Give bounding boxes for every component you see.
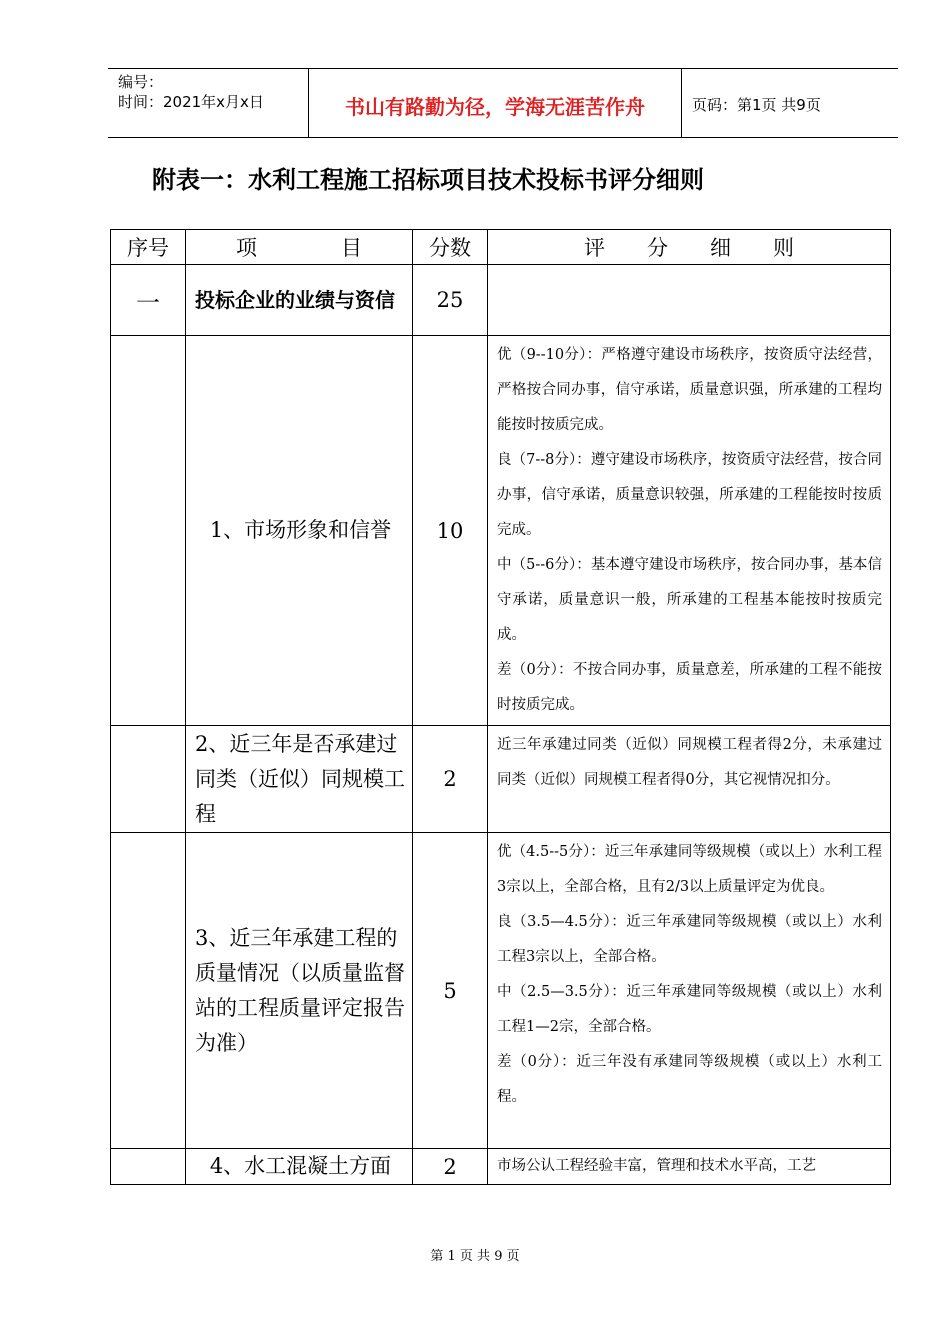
row-criteria (488, 265, 891, 336)
table-row (111, 833, 891, 1149)
row-item: 投标企业的业绩与资信 (186, 265, 413, 336)
row-criteria (488, 1149, 891, 1185)
row-score: 10 (413, 336, 488, 726)
row-score: 2 (413, 726, 488, 833)
criteria-line: 优（9--10分）：严格遵守建设市场秩序，按资质守法经营，严格按合同办事，信守承诺，质量意识强，所承建的工程均能按时按质完成。 (497, 347, 882, 433)
row-criteria (488, 833, 891, 1149)
serial-label: 编号： (118, 73, 164, 91)
page-header (108, 68, 898, 138)
time-label: 时间：2021年x月x日 (118, 93, 264, 111)
table-header-row (111, 230, 891, 265)
header-info-cell (108, 69, 309, 137)
header-page-cell (682, 69, 898, 137)
row-score: 25 (413, 265, 488, 336)
row-seq (111, 833, 186, 1149)
criteria-line: 近三年承建过同类（近似）同规模工程者得2分，未承建过同类（近似）同规模工程者得0分，其它视情况扣分。 (497, 737, 882, 788)
header-item: 项 目 (186, 230, 413, 265)
criteria-line: 良（3.5—4.5分）：近三年承建同等级规模（或以上）水利工程3宗以上，全部合格。 (497, 914, 882, 965)
criteria-line: 中（2.5—3.5分）：近三年承建同等级规模（或以上）水利工程1—2宗，全部合格。 (497, 984, 882, 1035)
row-criteria (488, 336, 891, 726)
page-footer: 第 1 页 共 9 页 (430, 1249, 520, 1264)
scoring-table (110, 229, 891, 1185)
row-seq (111, 336, 186, 726)
criteria-line: 优（4.5--5分）：近三年承建同等级规模（或以上）水利工程3宗以上，全部合格，且有2/3以上质量评定为优良。 (497, 844, 882, 895)
row-item: 3、近三年承建工程的质量情况（以质量监督站的工程质量评定报告为准） (186, 833, 413, 1149)
table-row (111, 1149, 891, 1185)
row-criteria (488, 726, 891, 833)
criteria-line: 市场公认工程经验丰富，管理和技术水平高，工艺 (497, 1158, 816, 1174)
row-score: 5 (413, 833, 488, 1149)
row-seq (111, 726, 186, 833)
motto-text: 书山有路勤为径，学海无涯苦作舟 (345, 95, 645, 119)
header-criteria: 评 分 细 则 (488, 230, 891, 265)
criteria-line: 中（5--6分）：基本遵守建设市场秩序，按合同办事，基本信守承诺，质量意识一般，所承建的工程基本能按时按质完成。 (497, 557, 882, 643)
row-seq: 一 (111, 265, 186, 336)
criteria-line: 良（7--8分）：遵守建设市场秩序，按资质守法经营，按合同办事，信守承诺，质量意识较强，所承建的工程能按时按质完成。 (497, 452, 882, 538)
criteria-line: 差（0分）：不按合同办事，质量意差，所承建的工程不能按时按质完成。 (497, 662, 882, 713)
table-row (111, 726, 891, 833)
row-item: 2、近三年是否承建过同类（近似）同规模工程 (186, 726, 413, 833)
row-item: 1、市场形象和信誉 (186, 336, 413, 726)
header-motto-cell (309, 69, 682, 137)
document-title: 附表一：水利工程施工招标项目技术投标书评分细则 (152, 166, 704, 194)
page-code: 页码：第1页 共9页 (692, 96, 821, 114)
table-row (111, 336, 891, 726)
row-seq (111, 1149, 186, 1185)
row-score: 2 (413, 1149, 488, 1185)
header-seq: 序号 (111, 230, 186, 265)
header-score: 分数 (413, 230, 488, 265)
criteria-line: 差（0分）：近三年没有承建同等级规模（或以上）水利工程。 (497, 1054, 882, 1105)
table-row (111, 265, 891, 336)
row-item: 4、水工混凝土方面 (186, 1149, 413, 1185)
